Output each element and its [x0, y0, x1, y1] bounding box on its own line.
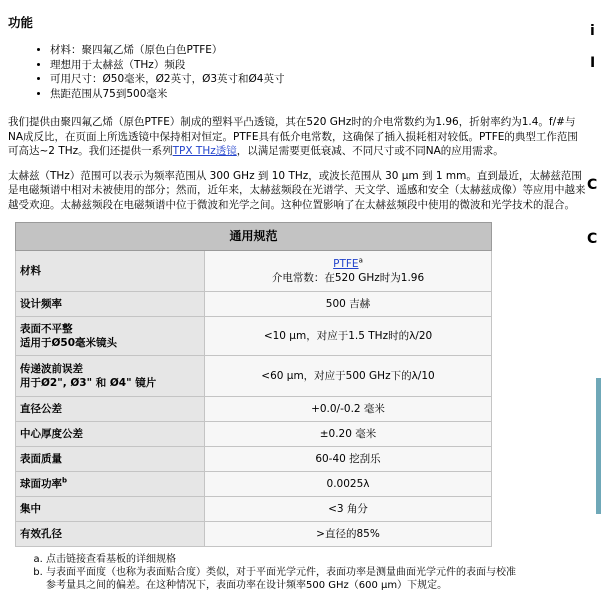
- spec-label: 表面质量: [16, 447, 205, 472]
- spec-value: <10 µm，对应于1.5 THz时的λ/20: [205, 317, 492, 356]
- spec-label: 设计频率: [16, 292, 205, 317]
- spec-label: 材料: [16, 251, 205, 292]
- main-content: [8, 14, 586, 592]
- section-title: 功能: [8, 15, 34, 30]
- spec-label: 中心厚度公差: [16, 422, 205, 447]
- feature-list: [8, 43, 586, 101]
- edge-glyph: I: [590, 55, 596, 71]
- intro-paragraph: 我们提供由聚四氟乙烯（原色PTFE）制成的塑料平凸透镜，其在520 GHz时的介电常数约为1.96，折射率约为1.4。f/#与NA成反比，在页面上所选透镜中保持相对恒定。PTFE具有低介电常数，这确保了插入损耗相对较低。PTFE的典型工作范围可高达~2 THz。我们还提供一系列TPX THz透镜，以满足需要更低衰减、不同尺寸或不同NA的应用需求。: [8, 116, 578, 158]
- thz-paragraph: 太赫兹（THz）范围可以表示为频率范围从 300 GHz 到 10 THz，或波长范围从 30 µm 到 1 mm。直到最近，太赫兹范围是电磁频谱中相对未被使用的部分；然而，近年来，太赫兹频段在光谱学、天文学、遥感和安全（太赫兹成像）等应用中越来越受欢迎。太赫兹频段在电磁频谱中位于微波和光学之间。这种位置影响了在太赫兹频段中使用的微波和光学技术的混合。: [8, 169, 586, 211]
- spec-label: 传递波前误差 用于Ø2", Ø3" 和 Ø4" 镜片: [16, 356, 205, 397]
- spec-label: 直径公差: [16, 397, 205, 422]
- spec-value: 0.0025λ: [205, 472, 492, 497]
- spec-label: 表面不平整 适用于Ø50毫米镜头: [16, 317, 205, 356]
- spec-label: 球面功率$^b$: [16, 472, 205, 497]
- edge-glyph: i: [590, 23, 595, 39]
- spec-value: <60 µm，对应于500 GHz下的λ/10: [205, 356, 492, 397]
- spec-value: PTFE$^a$ 介电常数：在520 GHz时为1.96: [205, 251, 492, 292]
- edge-glyph: C: [587, 231, 598, 247]
- spec-value: <3 角分: [205, 497, 492, 522]
- edge-image-fragment: [596, 378, 601, 514]
- spec-value: +0.0/-0.2 毫米: [205, 397, 492, 422]
- footnote-item: b. 与表面平面度（也称为表面贴合度）类似，对于平面光学元件，表面功率是测量曲面光学元件的表面与校准参考量具之间的偏差。在这种情况下，表面功率在设计频率500 GHz（600 µm）下规定。: [46, 566, 516, 592]
- spec-value: ±0.20 毫米: [205, 422, 492, 447]
- feature-item: • 可用尺寸：Ø50毫米，Ø2英寸，Ø3英寸和Ø4英寸: [50, 72, 586, 86]
- spec-table: [15, 222, 492, 547]
- feature-item: • 材料：聚四氟乙烯（原色白色PTFE）: [50, 43, 586, 57]
- feature-item: • 焦距范围从75到500毫米: [50, 87, 586, 101]
- spec-value: 60-40 挖刮乐: [205, 447, 492, 472]
- cropped-right-edge: [584, 0, 602, 584]
- footnote-item: a. 点击链接查看基板的详细规格: [46, 553, 516, 566]
- spec-table-title: 通用规范: [16, 223, 492, 251]
- footnotes: [8, 553, 516, 592]
- spec-label: 集中: [16, 497, 205, 522]
- spec-value: >直径的85%: [205, 522, 492, 547]
- feature-item: • 理想用于太赫兹（THz）频段: [50, 58, 586, 72]
- spec-label: 有效孔径: [16, 522, 205, 547]
- tpx-lens-link[interactable]: TPX THz透镜: [172, 145, 237, 158]
- ptfe-link[interactable]: PTFE: [333, 257, 359, 270]
- spec-value: 500 吉赫: [205, 292, 492, 317]
- edge-glyph: C: [587, 177, 598, 193]
